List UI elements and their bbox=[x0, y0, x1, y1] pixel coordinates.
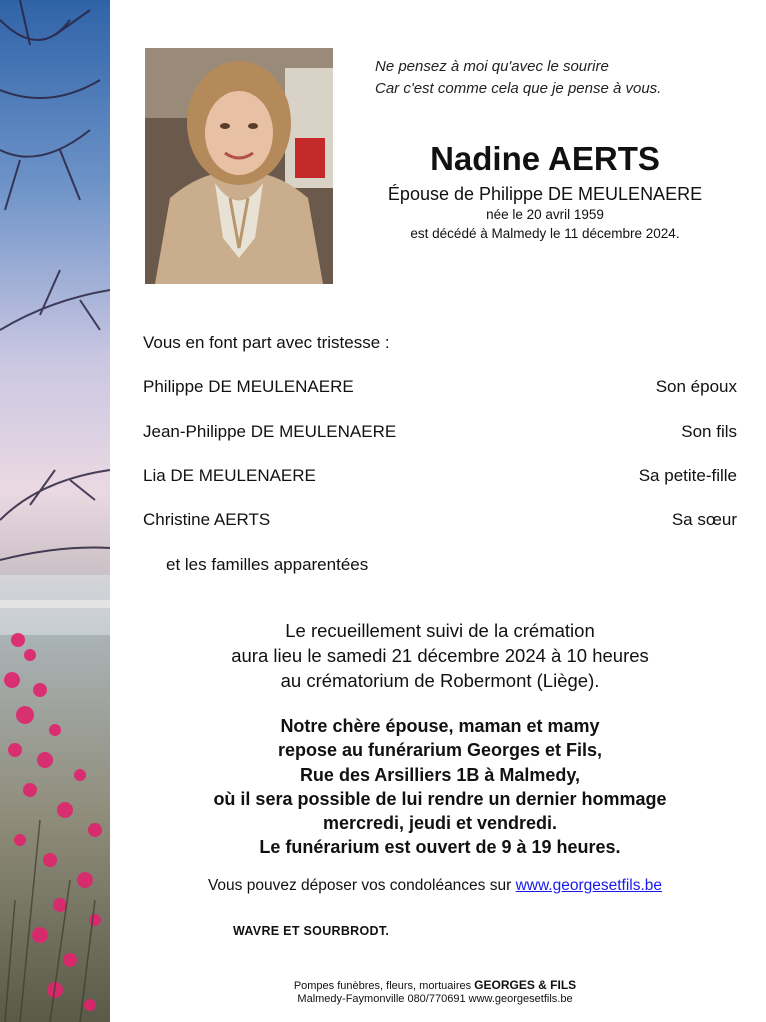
notice-line: Notre chère épouse, maman et mamy bbox=[280, 716, 600, 736]
notice-line: mercredi, jeudi et vendredi. bbox=[322, 813, 558, 834]
family-member-name: Philippe DE MEULENAERE bbox=[143, 377, 354, 396]
landscape-illustration bbox=[0, 0, 110, 1022]
family-relation: Son fils bbox=[681, 422, 737, 441]
announcement-intro: Vous en font part avec tristesse : bbox=[143, 333, 390, 352]
ceremony-line: au crématorium de Robermont (Liège). bbox=[280, 670, 600, 691]
footer-contact: Malmedy-Faymonville 080/770691 www.georgesetfils.be bbox=[297, 993, 573, 1005]
condolences-line bbox=[140, 877, 730, 895]
condolences-text: Vous pouvez déposer vos condoléances sur bbox=[207, 877, 516, 894]
quote-line: Car c'est comme cela que je pense à vous. bbox=[375, 80, 662, 97]
family-member-name: Jean-Philippe DE MEULENAERE bbox=[143, 422, 397, 441]
family-row bbox=[143, 422, 737, 442]
portrait-photo bbox=[145, 48, 333, 284]
places-line: WAVRE ET SOURBRODT. bbox=[233, 924, 390, 938]
family-relation: Son époux bbox=[655, 377, 737, 396]
family-member-name: Christine AERTS bbox=[143, 510, 271, 529]
footer-services: Pompes funèbres, fleurs, mortuaires bbox=[293, 980, 475, 992]
decorative-side-band bbox=[0, 0, 110, 1022]
quote-line: Ne pensez à moi qu'avec le sourire bbox=[375, 58, 609, 75]
family-row bbox=[143, 466, 737, 486]
footer-company bbox=[260, 978, 610, 992]
spouse-line: Épouse de Philippe DE MEULENAERE bbox=[387, 184, 703, 204]
family-row bbox=[143, 510, 737, 530]
deceased-name: Nadine AERTS bbox=[430, 140, 660, 177]
family-member-name: Lia DE MEULENAERE bbox=[143, 466, 316, 485]
notice-line: Rue des Arsilliers 1B à Malmedy, bbox=[299, 764, 581, 785]
notice-line: Le funérarium est ouvert de 9 à 19 heures. bbox=[259, 837, 621, 858]
death-line: est décédé à Malmedy le 11 décembre 2024. bbox=[410, 226, 680, 241]
ceremony-details bbox=[175, 618, 705, 693]
notice-line: repose au funérarium Georges et Fils, bbox=[277, 740, 603, 761]
related-families: et les familles apparentées bbox=[166, 555, 369, 574]
birth-line: née le 20 avril 1959 bbox=[486, 207, 604, 222]
ceremony-line: aura lieu le samedi 21 décembre 2024 à 10 heures bbox=[231, 645, 649, 666]
condolences-link[interactable]: www.georgesetfils.be bbox=[515, 877, 663, 894]
memorial-quote bbox=[375, 56, 661, 100]
family-relation: Sa sœur bbox=[671, 510, 737, 529]
ceremony-line: Le recueillement suivi de la crémation bbox=[285, 620, 595, 641]
family-relation: Sa petite-fille bbox=[638, 466, 737, 485]
notice-line: où il sera possible de lui rendre un dernier hommage bbox=[213, 788, 667, 809]
footer-brand: GEORGES & FILS bbox=[474, 978, 577, 992]
visitation-notice bbox=[160, 714, 720, 860]
family-row bbox=[143, 377, 737, 397]
